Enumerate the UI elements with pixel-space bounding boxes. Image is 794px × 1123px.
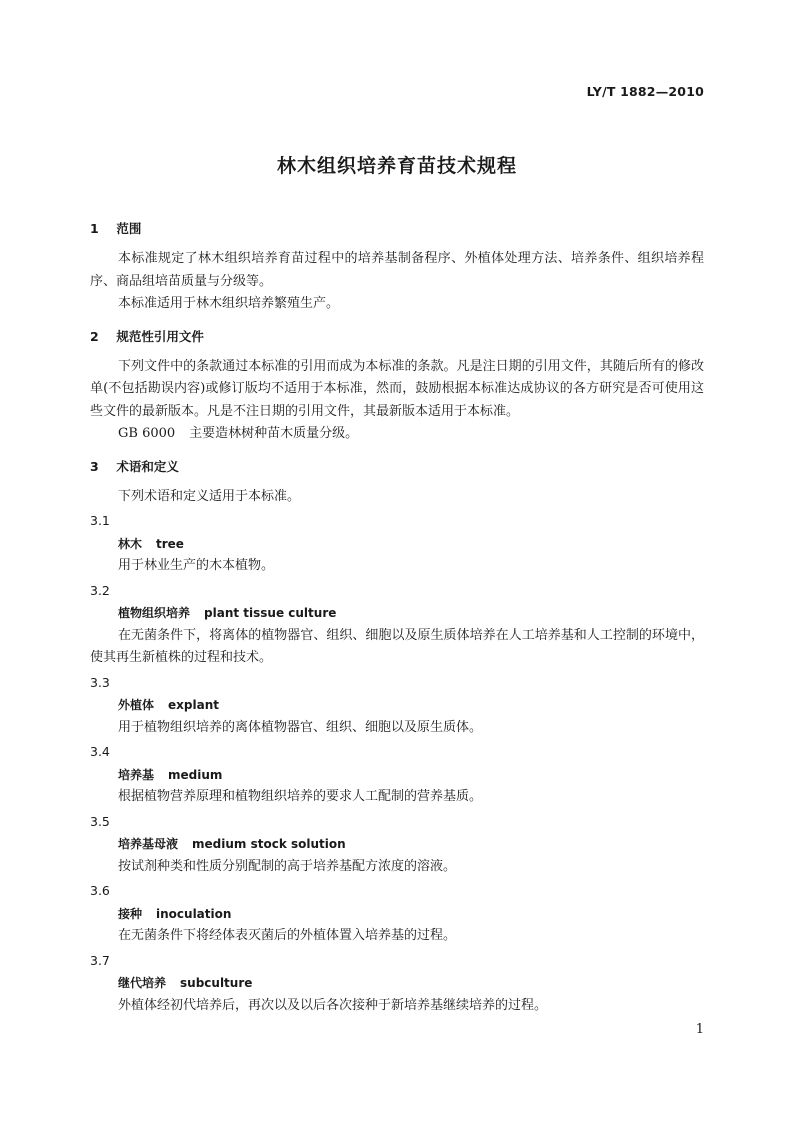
- clause-number: 3.7: [90, 952, 110, 968]
- paragraph: 下列术语和定义适用于本标准。: [118, 488, 301, 504]
- term-entry: [90, 950, 704, 1018]
- term-en: plant tissue culture: [204, 606, 337, 620]
- term-en: inoculation: [156, 906, 232, 921]
- term-heading: [90, 764, 704, 787]
- section-number: 2: [90, 328, 99, 344]
- term-en: explant: [168, 698, 219, 712]
- term-entry: [90, 510, 704, 578]
- term-heading: [90, 533, 704, 556]
- section-number: 3: [90, 458, 99, 474]
- paragraph: 本标准规定了林木组织培养育苗过程中的培养基制备程序、外植体处理方法、培养条件、组织培养程序、商品组培苗质量与分级等。: [90, 251, 704, 289]
- term-definition: 在无菌条件下将经体表灭菌后的外植体置入培养基的过程。: [118, 928, 457, 943]
- term-zh: 接种: [118, 906, 143, 921]
- section-heading-terms-definitions: [90, 456, 704, 478]
- term-heading: [90, 694, 704, 717]
- term-heading: [90, 833, 704, 856]
- term-zh: 培养基: [118, 767, 155, 782]
- term-definition: 用于植物组织培养的离体植物器官、组织、细胞以及原生质体。: [118, 719, 483, 735]
- term-en: subculture: [180, 976, 253, 990]
- term-zh: 植物组织培养: [118, 606, 191, 620]
- clause-number: 3.4: [90, 744, 110, 759]
- document-body: [90, 212, 704, 1017]
- clause-number: 3.3: [90, 674, 110, 690]
- section-heading-scope: [90, 218, 704, 240]
- reference-code: GB 6000: [118, 426, 176, 441]
- clause-number: 3.1: [90, 513, 110, 528]
- term-entry: [90, 672, 704, 740]
- term-zh: 培养基母液: [118, 837, 179, 851]
- term-en: tree: [156, 536, 184, 551]
- section-title: 术语和定义: [116, 458, 179, 474]
- term-en: medium: [168, 767, 223, 782]
- document-title: 林木组织培养育苗技术规程: [276, 155, 517, 177]
- section-title: 规范性引用文件: [116, 328, 204, 344]
- standard-code: LY/T 1882—2010: [586, 84, 704, 99]
- term-en: medium stock solution: [192, 837, 346, 851]
- term-definition: 在无菌条件下，将离体的植物器官、组织、细胞以及原生质体培养在人工培养基和人工控制的环境中，使其再生新植株的过程和技术。: [90, 627, 704, 665]
- term-heading: [90, 972, 704, 995]
- clause-number: 3.6: [90, 883, 110, 898]
- section-number: 1: [90, 221, 99, 236]
- term-heading: [90, 903, 704, 926]
- section-heading-normative-references: [90, 326, 704, 348]
- term-entry: [90, 741, 704, 809]
- clause-number: 3.5: [90, 813, 110, 829]
- reference-title: 主要造林树种苗木质量分级。: [189, 426, 359, 441]
- term-definition: 外植体经初代培养后，再次以及以后各次接种于新培养基继续培养的过程。: [118, 997, 548, 1013]
- paragraph: 下列文件中的条款通过本标准的引用而成为本标准的条款。凡是注日期的引用文件，其随后所有的修改单(不包括勘误内容)或修订版均不适用于本标准，然而，鼓励根据本标准达成协议的各方研究是否可使用这些文件的最新版本。凡是不注日期的引用文件，其最新版本适用于本标准。: [90, 358, 704, 419]
- paragraph: 本标准适用于林木组织培养繁殖生产。: [118, 296, 340, 311]
- term-heading: [90, 602, 704, 625]
- term-zh: 林木: [118, 536, 143, 551]
- page-number: 1: [695, 1022, 704, 1037]
- term-entry: [90, 811, 704, 879]
- term-definition: 根据植物营养原理和植物组织培养的要求人工配制的营养基质。: [118, 789, 483, 804]
- section-title: 范围: [116, 221, 142, 236]
- reference-item: [90, 423, 704, 446]
- term-entry: [90, 880, 704, 948]
- clause-number: 3.2: [90, 582, 110, 598]
- term-entry: [90, 580, 704, 670]
- term-zh: 继代培养: [118, 976, 167, 990]
- term-definition: 按试剂种类和性质分别配制的高于培养基配方浓度的溶液。: [118, 858, 457, 874]
- term-zh: 外植体: [118, 698, 155, 712]
- term-definition: 用于林业生产的木本植物。: [118, 558, 275, 573]
